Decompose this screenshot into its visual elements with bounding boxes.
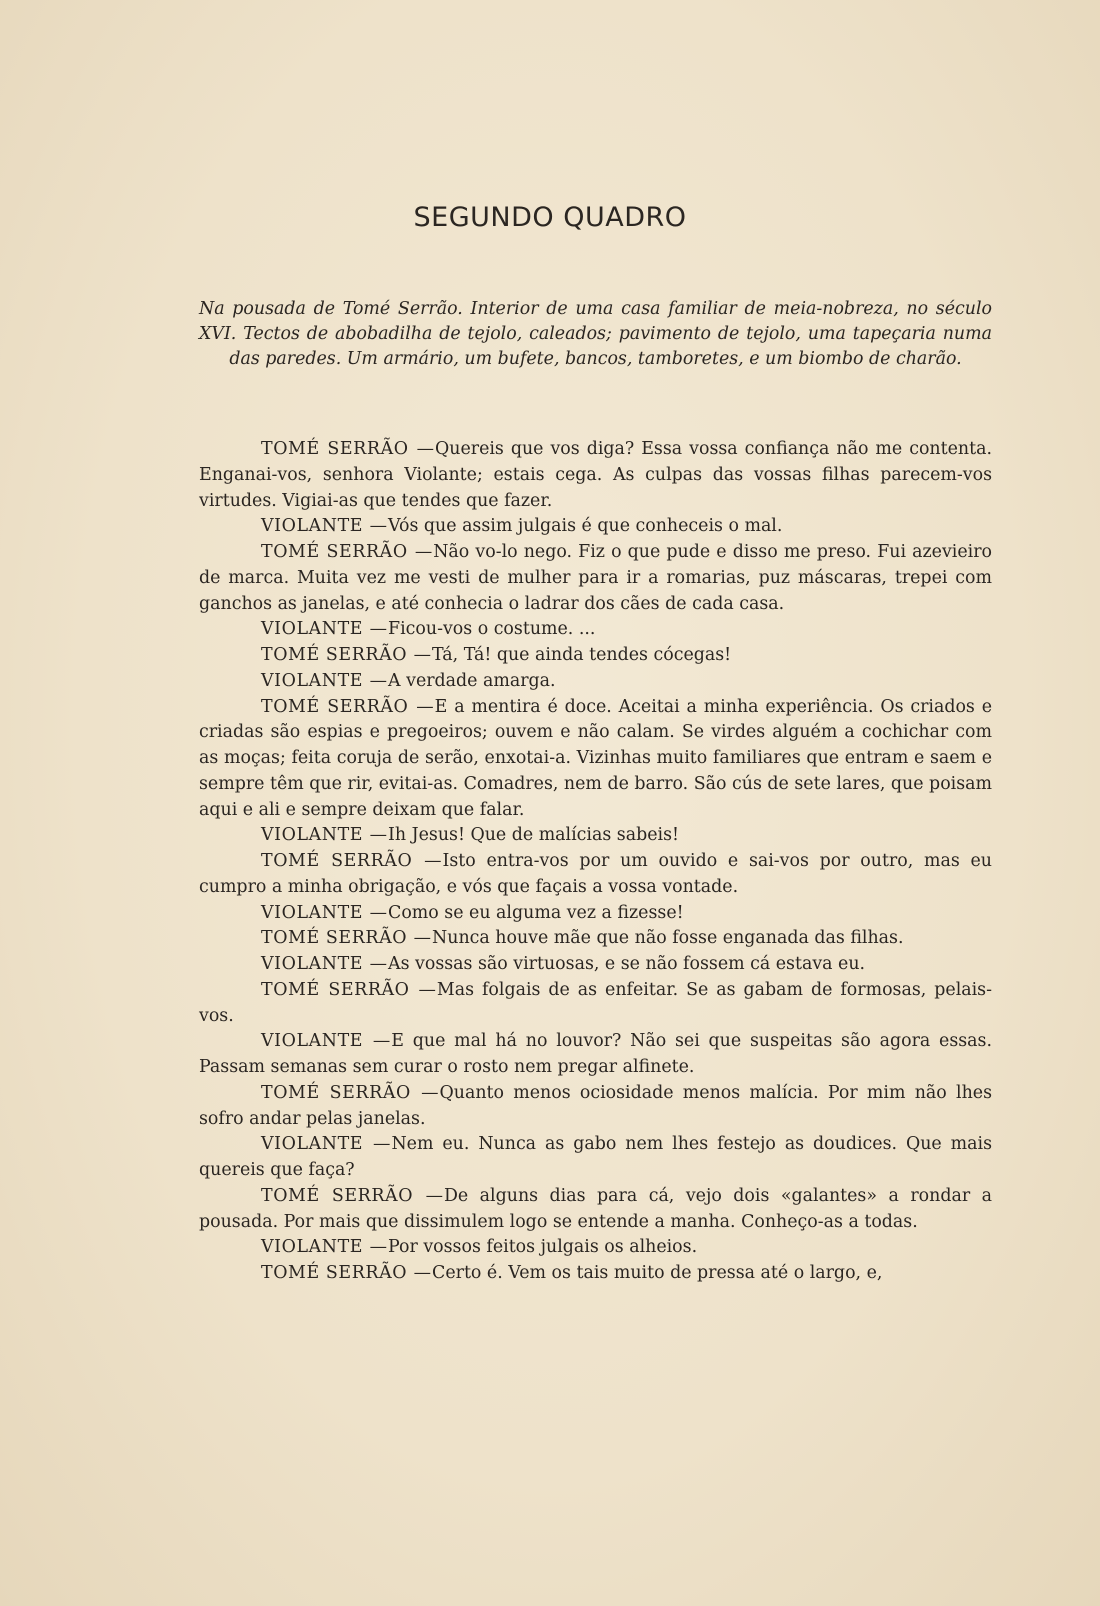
- speech-text: A verdade amarga.: [388, 670, 556, 691]
- speaker-name: TOMÉ SERRÃO: [261, 979, 410, 1000]
- speaker-name: VIOLANTE: [261, 825, 364, 846]
- dialogue-line: [199, 1132, 992, 1184]
- speech-text: Nunca houve mãe que não fosse enganada das filhas.: [432, 928, 904, 949]
- dialogue-line: [199, 849, 992, 901]
- speaker-name: TOMÉ SERRÃO: [261, 645, 408, 665]
- dialogue-line: [199, 1081, 992, 1133]
- speaker-name: VIOLANTE: [261, 1237, 364, 1258]
- speech-text: Quanto menos ociosidade menos malícia. Por mim não lhes sofro andar pelas janelas.: [199, 1082, 992, 1129]
- speaker-name: VIOLANTE: [261, 619, 364, 640]
- speech-text: Nem eu. Nunca as gabo nem lhes festejo as doudices. Que mais quereis que faça?: [199, 1134, 992, 1180]
- speaker-name: VIOLANTE: [261, 670, 364, 691]
- speaker-name: TOMÉ SERRÃO: [261, 851, 413, 871]
- em-dash: —: [413, 645, 432, 665]
- em-dash: —: [369, 954, 388, 974]
- dialogue-block: [199, 437, 992, 1287]
- dialogue-line: [199, 643, 992, 669]
- dialogue-line: [199, 1184, 992, 1236]
- speech-text: Não vo-lo nego. Fiz o que pude e disso me preso. Fui azevieiro de marca. Muita vez me vesti de mulher para ir a romarias, puz máscaras, trepei com ganchos as janelas, e até conhecia o ladrar dos cães de cada casa.: [199, 542, 992, 614]
- speech-text: As vossas são virtuosas, e se não fossem cá estava eu.: [388, 954, 866, 974]
- em-dash: —: [424, 851, 442, 871]
- speech-text: Ficou-vos o costume. ...: [388, 619, 596, 640]
- em-dash: —: [425, 1185, 443, 1206]
- em-dash: —: [369, 902, 388, 923]
- em-dash: —: [413, 928, 432, 949]
- dialogue-line: [199, 823, 992, 849]
- dialogue-line: [199, 437, 992, 514]
- em-dash: —: [369, 619, 388, 640]
- speech-text: Ih Jesus! Que de malícias sabeis!: [388, 825, 679, 846]
- speech-text: Como se eu alguma vez a fizesse!: [388, 902, 684, 923]
- em-dash: —: [421, 1082, 439, 1103]
- dialogue-line: [199, 901, 992, 927]
- em-dash: —: [416, 439, 434, 459]
- dialogue-line: [199, 617, 992, 643]
- speaker-name: VIOLANTE: [261, 902, 364, 923]
- speaker-name: TOMÉ SERRÃO: [261, 1185, 414, 1206]
- em-dash: —: [369, 825, 388, 846]
- speaker-name: TOMÉ SERRÃO: [261, 542, 408, 562]
- speech-text: E a mentira é doce. Aceitai a minha experiência. Os criados e criadas são espias e pregoeiros; ouvem e não calam. Se virdes alguém a cochichar com as moças; feita coruja de serão, enxotai-a. Vizinhas muito familiares que entram e saem e sempre têm que rir, evitai-as. Comadres, nem de barro. São cús de sete lares, que poisam aqui e ali e sempre deixam que falar.: [199, 696, 993, 820]
- stage-direction: Na pousada de Tomé Serrão. Interior de uma casa familiar de meia-nobreza, no século XVI. Tectos de abobadilha de tejolo, caleados; pavimento de tejolo, uma tapeçaria numa das paredes. Um armário, um bufete, bancos, tamboretes, e um biombo de charão.: [199, 299, 992, 370]
- speech-text: Isto entra-vos por um ouvido e sai-vos por outro, mas eu cumpro a minha obrigação, e vós que façais a vossa vontade.: [199, 851, 992, 897]
- speech-text: E que mal há no louvor? Não sei que suspeitas são agora essas. Passam semanas sem curar o rosto nem pregar alfinete.: [199, 1031, 992, 1077]
- speech-text: Certo é. Vem os tais muito de pressa até o largo, e,: [432, 1263, 883, 1283]
- speech-text: Quereis que vos diga? Essa vossa confiança não me contenta. Enganai-vos, senhora Violante; estais cega. As culpas das vossas filhas parecem-vos virtudes. Vigiai-as que tendes que fazer.: [199, 439, 992, 511]
- speech-text: Mas folgais de as enfeitar. Se as gabam de formosas, pelais-vos.: [199, 979, 992, 1026]
- page-title: SEGUNDO QUADRO: [413, 202, 687, 233]
- speaker-name: VIOLANTE: [261, 954, 364, 974]
- dialogue-line: [199, 952, 992, 978]
- speech-text: De alguns dias para cá, vejo dois «galantes» a rondar a pousada. Por mais que dissimulem logo se entende a manha. Conheço-as a todas.: [199, 1185, 992, 1232]
- speaker-name: VIOLANTE: [261, 1031, 364, 1052]
- em-dash: —: [416, 696, 434, 717]
- em-dash: —: [413, 1263, 432, 1283]
- speaker-name: TOMÉ SERRÃO: [261, 1263, 408, 1283]
- speaker-name: TOMÉ SERRÃO: [261, 439, 409, 459]
- em-dash: —: [369, 516, 388, 537]
- dialogue-line: [199, 978, 992, 1030]
- speaker-name: TOMÉ SERRÃO: [261, 1082, 411, 1103]
- dialogue-line: [199, 540, 992, 617]
- em-dash: —: [369, 1237, 388, 1258]
- speaker-name: TOMÉ SERRÃO: [261, 928, 408, 949]
- dialogue-line: [199, 1235, 992, 1261]
- em-dash: —: [372, 1031, 391, 1052]
- dialogue-line: [199, 926, 992, 952]
- em-dash: —: [418, 979, 436, 1000]
- dialogue-line: [199, 514, 992, 540]
- speaker-name: VIOLANTE: [261, 516, 364, 537]
- speech-text: Vós que assim julgais é que conheceis o mal.: [388, 516, 783, 537]
- em-dash: —: [414, 542, 433, 562]
- dialogue-line: [199, 695, 992, 824]
- dialogue-line: [199, 1261, 992, 1287]
- em-dash: —: [369, 670, 388, 691]
- speech-text: Por vossos feitos julgais os alheios.: [388, 1237, 698, 1258]
- dialogue-line: [199, 1029, 992, 1081]
- em-dash: —: [373, 1134, 391, 1155]
- speaker-name: TOMÉ SERRÃO: [261, 696, 409, 717]
- speech-text: Tá, Tá! que ainda tendes cócegas!: [432, 645, 732, 665]
- speaker-name: VIOLANTE: [261, 1134, 364, 1155]
- dialogue-line: [199, 669, 992, 695]
